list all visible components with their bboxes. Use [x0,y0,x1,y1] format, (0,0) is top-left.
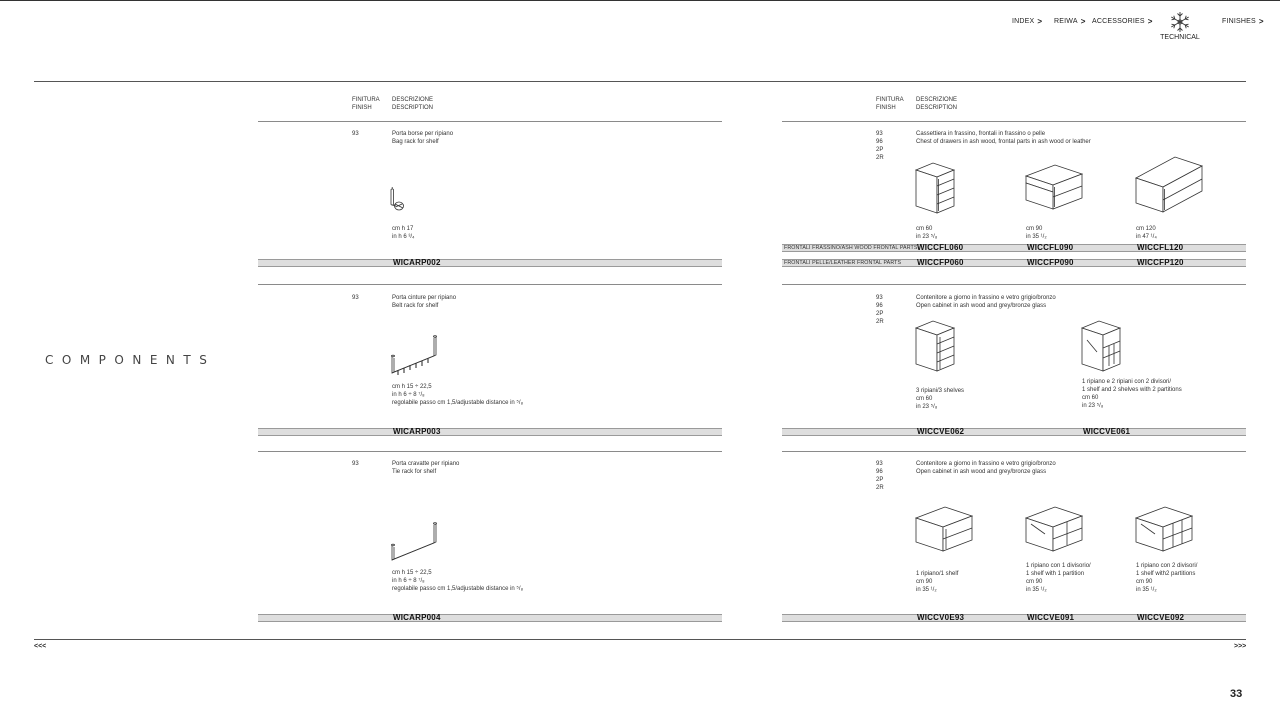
dim-line: 1 ripiano con 1 divisorio/ [1026,563,1091,569]
open-cabinet-62-drawing [913,318,957,374]
nav-finishes-label: FINISHES [1222,18,1256,25]
product-code: WICCFP060 [917,258,964,267]
nav-finishes-link[interactable] [1222,17,1264,26]
dim-line: in 35 ¹/₂ [916,587,937,593]
product-dimensions [1026,225,1047,241]
desc-en: Open cabinet in ash wood and grey/bronze glass [916,303,1047,309]
description-header-left [392,96,433,112]
dim-line: in 35 ¹/₂ [1136,587,1157,593]
nav-accessories-link[interactable] [1092,17,1153,26]
finish-header-left [352,96,380,112]
finish-code: 93 [876,461,883,467]
desc-header-it: DESCRIZIONE [392,97,434,103]
dim-line: 1 ripiano/1 shelf [916,571,959,577]
snowflake-icon [1169,11,1191,33]
dim-line: in 23 ⁵/₈ [916,234,938,240]
footer-rule [34,639,1246,640]
nav-reiwa-link[interactable] [1054,17,1086,26]
desc-en: Bag rack for shelf [392,139,439,145]
bag-rack-drawing [388,186,408,214]
product-dimensions [392,383,523,407]
dim-line: in h 6 ÷ 8 ⁷/₈ [392,578,425,584]
desc-en: Chest of drawers in ash wood, frontal parts in ash wood or leather [916,139,1091,145]
dim-line: regolabile passo cm 1,5/adjustable distance in ⁵/₈ [392,586,524,592]
product-description [392,130,453,146]
dim-line: cm 90 [1136,579,1153,585]
desc-it: Cassettiera in frassino, frontali in frassino o pelle [916,131,1046,137]
finish-code: 96 [876,303,883,309]
product-code: WICCFP120 [1137,258,1184,267]
prev-page-button[interactable]: <<< [34,643,47,650]
dim-line: cm h 15 ÷ 22,5 [392,384,432,390]
dim-line: cm 90 [1026,579,1043,585]
open-cabinet-92-drawing [1133,504,1195,556]
product-dimensions [916,225,937,241]
code-bar [258,259,722,267]
dim-line: in 35 ¹/₂ [1026,234,1047,240]
dim-line: in 23 ⁵/₈ [916,404,938,410]
dim-line: cm 90 [1026,226,1043,232]
finish-code: 2P [876,147,884,153]
nav-reiwa-label: REIWA [1054,18,1078,25]
desc-en: Open cabinet in ash wood and grey/bronze glass [916,469,1047,475]
section-title: COMPONENTS [45,353,216,367]
code-bar [258,428,722,436]
chest-90-drawing [1023,162,1085,214]
dim-line: in 35 ¹/₂ [1026,587,1047,593]
finish-header-en: FINISH [352,105,372,111]
dim-line: cm 60 [916,226,933,232]
page-number: 33 [1230,688,1243,700]
row-rule [258,121,722,122]
product-code: WICCVE092 [1137,613,1185,622]
dim-line: cm 90 [916,579,933,585]
chevron-right-icon: > [1258,17,1264,26]
description-header-right [916,96,957,112]
desc-header-en: DESCRIPTION [916,105,958,111]
finish-code: 2R [876,155,884,161]
nav-technical-link[interactable] [1160,11,1200,41]
product-dimensions [1026,562,1091,594]
chevron-right-icon: > [1037,17,1043,26]
dim-line: 1 ripiano e 2 ripiani con 2 divisori/ [1082,379,1172,385]
chevron-right-icon: > [1080,17,1086,26]
dim-line: 3 ripiani/3 shelves [916,388,965,394]
finish-codes [876,460,884,492]
open-cabinet-61-drawing [1079,318,1123,374]
product-description [392,294,456,310]
dim-line: in h 6 ³/₄ [392,234,415,240]
product-code: WICCV0E93 [917,613,965,622]
dim-line: cm h 17 [392,226,414,232]
product-code: WICARP003 [393,427,441,436]
product-description [392,460,459,476]
desc-it: Contenitore a giorno in frassino e vetro grigio/bronzo [916,461,1056,467]
dim-line: 1 shelf with 1 partition [1026,571,1085,577]
dim-line: cm 60 [1082,395,1099,401]
desc-it: Porta borse per ripiano [392,131,454,137]
finish-code: 93 [352,295,359,301]
finish-header-it: FINITURA [876,97,904,103]
product-description [916,130,1091,146]
product-code: WICARP002 [393,258,441,267]
chest-60-drawing [913,160,957,216]
product-dimensions [916,387,964,411]
bar-label: FRONTALI PELLE/LEATHER FRONTAL PARTS [784,260,902,266]
header-rule [34,81,1246,82]
product-code: WICCVE062 [917,427,965,436]
nav-index-label: INDEX [1012,18,1035,25]
dim-line: cm h 15 ÷ 22,5 [392,570,432,576]
finish-code: 96 [876,469,883,475]
desc-header-it: DESCRIZIONE [916,97,958,103]
finish-codes [876,130,884,162]
row-rule [258,284,722,285]
product-dimensions [392,225,414,241]
finish-code: 2P [876,477,884,483]
finish-code: 93 [352,461,359,467]
product-code: WICARP004 [393,613,441,622]
desc-header-en: DESCRIPTION [392,105,434,111]
finish-header-en: FINISH [876,105,896,111]
product-code: WICCFL060 [917,243,964,252]
code-bar [782,428,1246,436]
dim-line: regolabile passo cm 1,5/adjustable distance in ⁵/₈ [392,400,524,406]
row-rule [782,121,1246,122]
product-dimensions [1136,562,1197,594]
product-code: WICCFP090 [1027,258,1074,267]
row-rule [782,451,1246,452]
top-border [0,0,1280,1]
desc-it: Contenitore a giorno in frassino e vetro grigio/bronzo [916,295,1056,301]
finish-header-it: FINITURA [352,97,380,103]
product-code: WICCVE061 [1083,427,1131,436]
nav-technical-label: TECHNICAL [1160,34,1200,41]
finish-codes [876,294,884,326]
desc-it: Porta cinture per ripiano [392,295,457,301]
product-code: WICCVE091 [1027,613,1075,622]
product-description [916,294,1056,310]
product-code: WICCFL090 [1027,243,1074,252]
code-bar [258,614,722,622]
finish-code: 93 [876,295,883,301]
belt-rack-drawing [388,333,444,379]
tie-rack-drawing [388,518,444,564]
dim-line: cm 120 [1136,226,1156,232]
open-cabinet-91-drawing [1023,504,1085,556]
desc-en: Tie rack for shelf [392,469,437,475]
dim-line: in 23 ⁵/₈ [1082,403,1104,409]
chest-120-drawing [1133,154,1205,216]
finish-code: 93 [876,131,883,137]
nav-index-link[interactable] [1012,17,1042,26]
dim-line: in 47 ¹/₄ [1136,234,1157,240]
finish-code: 93 [352,131,359,137]
dim-line: 1 shelf and 2 shelves with 2 partitions [1082,387,1182,393]
finish-code: 96 [876,139,883,145]
product-dimensions [1082,378,1182,410]
desc-it: Porta cravatte per ripiano [392,461,460,467]
desc-en: Belt rack for shelf [392,303,439,309]
product-description [916,460,1056,476]
open-cabinet-93-drawing [913,504,975,556]
dim-line: 1 shelf with2 partitions [1136,571,1196,577]
product-dimensions [392,569,523,593]
nav-accessories-label: ACCESSORIES [1092,18,1145,25]
finish-code: 2P [876,311,884,317]
row-rule [258,451,722,452]
bar-label: FRONTALI FRASSINO/ASH WOOD FRONTAL PARTS [784,245,918,251]
finish-code: 2R [876,319,884,325]
row-rule [782,284,1246,285]
chevron-right-icon: > [1147,17,1153,26]
finish-header-right [876,96,904,112]
next-page-button[interactable]: >>> [1234,643,1247,650]
product-dimensions [916,570,958,594]
dim-line: cm 60 [916,396,933,402]
product-dimensions [1136,225,1157,241]
finish-code: 2R [876,485,884,491]
dim-line: 1 ripiano con 2 divisori/ [1136,563,1198,569]
dim-line: in h 6 ÷ 8 ⁷/₈ [392,392,425,398]
product-code: WICCFL120 [1137,243,1184,252]
